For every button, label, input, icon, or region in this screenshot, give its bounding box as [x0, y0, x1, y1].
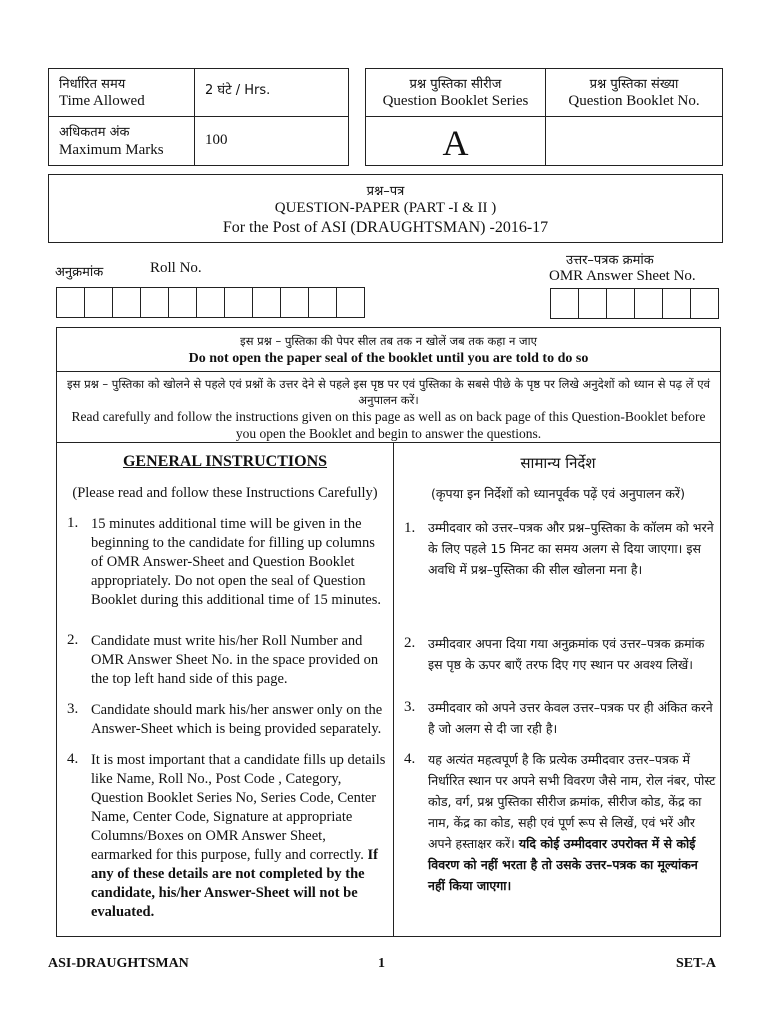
time-allowed-cell: [48, 68, 195, 117]
notice-box: [56, 327, 721, 443]
time-value: 2 घंटे / Hrs.: [205, 83, 271, 98]
seal-notice-hi: इस प्रश्न – पुस्तिका की पेपर सील तब तक न खोलें जब तक कहा न जाए: [240, 334, 537, 348]
series-value: A: [442, 123, 469, 163]
read-notice-en: Read carefully and follow the instructions given on this page as well as on back page of this Question-Booklet before you open the Booklet and begin to answer the questions.: [71, 409, 706, 441]
omr-no-boxes[interactable]: [551, 288, 719, 319]
en-item-1: 15 minutes additional time will be given in the beginning to the candidate for filling up columns of OMR Answer-Sheet and Question Booklet appropriately. Do not open the seal of Question Booklet during this additional time of 15 minutes.: [91, 516, 381, 608]
read-notice-hi: इस प्रश्न – पुस्तिका को खोलने से पहले एवं प्रश्नों के उत्तर देने से पहले इस पृष्ठ पर एवं पुस्तिका के सबसे पीछे के पृष्ठ पर लिखे अनुदेशों को ध्यान से पढ़ लें एवं अनुपालन करें।: [67, 377, 711, 407]
booklet-no-label: Question Booklet No.: [568, 93, 700, 109]
notice-divider: [57, 371, 720, 372]
general-instructions-heading: GENERAL INSTRUCTIONS: [122, 453, 328, 470]
page-number: 1: [378, 956, 385, 971]
omr-no-hi: उत्तर–पत्रक क्रमांक: [566, 253, 654, 268]
series-label: Question Booklet Series: [382, 93, 529, 109]
hi-item-3: उम्मीदवार को अपने उत्तर केवल उत्तर–पत्रक पर ही अंकित करने है जो अलग से दी जा रही है।: [428, 700, 713, 736]
marks-value: 100: [205, 132, 228, 148]
max-marks-label: Maximum Marks: [59, 142, 164, 158]
en-item-2-num: 2.: [67, 632, 79, 648]
roll-no-label: Roll No.: [150, 260, 202, 276]
booklet-no-value-cell[interactable]: [545, 116, 723, 166]
en-item-3: Candidate should mark his/her answer only on the Answer-Sheet which is being provided separately.: [91, 702, 383, 737]
en-item-1-num: 1.: [67, 515, 79, 531]
seal-notice-en: Do not open the paper seal of the booklet until you are told to do so: [188, 351, 589, 366]
time-allowed-label: Time Allowed: [59, 93, 145, 109]
time-allowed-hi: निर्धारित समय: [59, 77, 126, 92]
footer-right: SET-A: [676, 956, 716, 971]
en-item-4-num: 4.: [67, 751, 79, 767]
hi-item-1: उम्मीदवार को उत्तर–पत्रक और प्रश्न–पुस्तिका के कॉलम को भरने के लिए पहले 15 मिनट का समय अलग से दिया जाएगा। इस अवधि में प्रश्न–पुस्तिका की सील खोलना मना है।: [428, 520, 714, 577]
omr-no-label: OMR Answer Sheet No.: [549, 268, 696, 284]
hi-item-1-num: 1.: [404, 520, 416, 536]
en-item-2: Candidate must write his/her Roll Number and OMR Answer Sheet No. in the space provided on the top left hand side of this page.: [91, 633, 379, 687]
samanya-nirdesh-heading: सामान्य निर्देश: [520, 454, 596, 472]
title-line2: For the Post of ASI (DRAUGHTSMAN) -2016-17: [222, 219, 549, 236]
hi-item-4: यह अत्यंत महत्वपूर्ण है कि प्रत्येक उम्मीदवार उत्तर–पत्रक में निर्धारित स्थान पर अपने सभी विवरण जैसे नाम, रोल नंबर, पोस्ट कोड, वर्ग, प्रश्न पुस्तिका सीरीज क्रमांक, सीरीज कोड, केंद्र का नाम, केंद्र का कोड, सही एवं पूर्ण रूप से लिखें, एवं भरें और अपने हस्ताक्षर करें। यदि कोई उम्मीदवार उपरोक्त में से कोई विवरण को नहीं भरता है तो उसके उत्तर–पत्रक का मूल्यांकन नहीं किया जाएगा।: [428, 752, 716, 893]
time-value-cell: [194, 68, 349, 117]
hi-item-4-num: 4.: [404, 751, 416, 767]
title-hi: प्रश्न–पत्र: [366, 184, 405, 199]
hi-item-2-num: 2.: [404, 635, 416, 651]
roll-no-boxes[interactable]: [57, 287, 365, 318]
instructions-box: [56, 442, 721, 937]
title-box: [48, 174, 723, 243]
booklet-no-label-cell: [545, 68, 723, 117]
series-value-cell: [365, 116, 546, 166]
hi-item-2: उम्मीदवार अपना दिया गया अनुक्रमांक एवं उत्तर–पत्रक क्रमांक इस पृष्ठ के ऊपर बाएँ तरफ दिए गए स्थान पर अवश्य लिखें।: [428, 636, 705, 672]
series-hi: प्रश्न पुस्तिका सीरीज: [409, 77, 502, 92]
en-item-4: It is most important that a candidate fills up details like Name, Roll No., Post Code , Category, Question Booklet Series No, Series Code, Center Name, Center Code, Signature at appropriate Columns/Boxes on OMR Answer Sheet, earmarked for this purpose, fully and correctly. If any of these details are not completed by the candidate, his/her Answer-Sheet will not be evaluated.: [91, 752, 386, 920]
column-divider: [393, 443, 394, 936]
marks-value-cell: [194, 116, 349, 166]
en-item-3-num: 3.: [67, 701, 79, 717]
hi-item-3-num: 3.: [404, 699, 416, 715]
roll-no-hi: अनुक्रमांक: [55, 265, 104, 280]
footer-left: ASI-DRAUGHTSMAN: [48, 956, 189, 971]
general-instructions-sub: (Please read and follow these Instructions Carefully): [72, 485, 378, 501]
max-marks-cell: [48, 116, 195, 166]
series-label-cell: [365, 68, 546, 117]
booklet-no-hi: प्रश्न पुस्तिका संख्या: [589, 77, 679, 92]
max-marks-hi: अधिकतम अंक: [59, 125, 130, 140]
samanya-nirdesh-sub: (कृपया इन निर्देशों को ध्यानपूर्वक पढ़ें एवं अनुपालन करें): [431, 486, 685, 501]
title-line1: QUESTION-PAPER (PART -I & II ): [274, 200, 497, 216]
